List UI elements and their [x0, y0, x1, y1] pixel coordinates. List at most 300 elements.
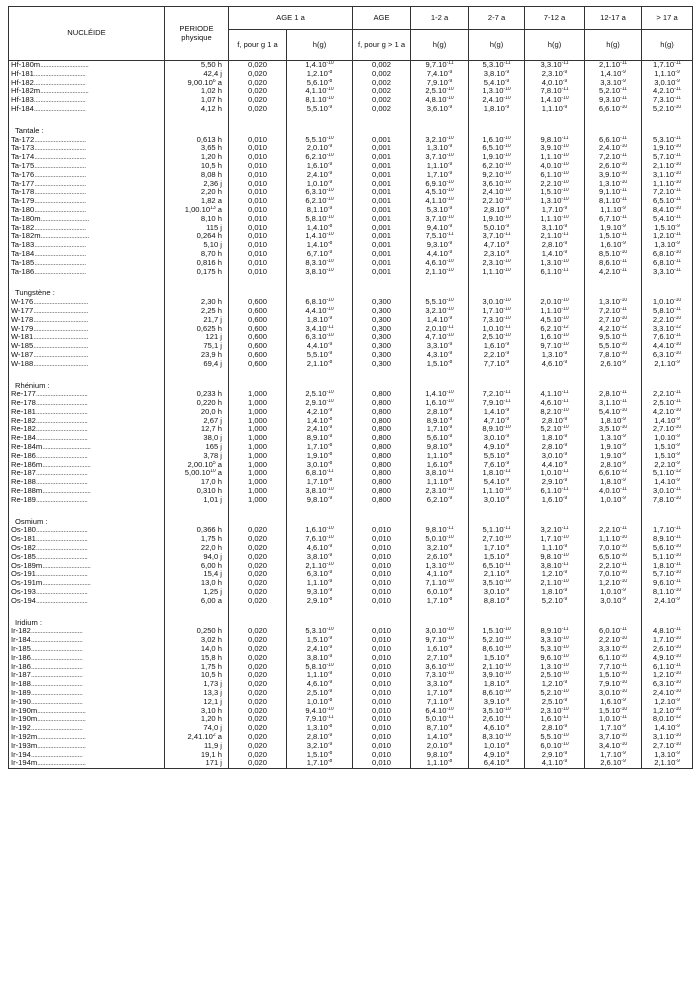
f-infant: 0,010 [229, 197, 287, 206]
nuclide-label: Ta-180 [11, 205, 35, 214]
h-age-2-7: $2,5.10^{-10}$ [469, 333, 525, 342]
nuclide-label: W-178 [11, 315, 34, 324]
f-infant: 0,020 [229, 671, 287, 680]
f-older: 0,300 [353, 307, 411, 316]
h-age-17: $3,1.10^{-10}$ [642, 171, 693, 180]
table-row [9, 597, 693, 606]
h-age-2-7: $2,4.10^{-10}$ [469, 96, 525, 105]
header-f-infant: f, pour g 1 a [229, 30, 287, 61]
h-age-7-12: $5,2.10^{-10}$ [525, 689, 585, 698]
group-spacer [9, 369, 693, 379]
f-older: 0,001 [353, 162, 411, 171]
nuclide-label: Ta-179 [11, 197, 35, 206]
h-age-2-7: $5,2.10^{-10}$ [469, 636, 525, 645]
nuclide-label: Os-194 [11, 596, 36, 605]
half-life: 94,0 j [165, 553, 229, 562]
f-infant: 0,010 [229, 215, 287, 224]
table-row [9, 654, 693, 663]
table-row [9, 715, 693, 724]
nuclide-name [9, 553, 165, 562]
header-age-1-2: 1-2 a [411, 7, 469, 30]
f-older: 0,300 [353, 316, 411, 325]
h-infant: $5,5.10^{-9}$ [287, 105, 353, 114]
h-age-7-12: $2,0.10^{-10}$ [525, 298, 585, 307]
leader-dots: ................................ [34, 223, 86, 232]
h-age-17: $8,1.10^{-10}$ [642, 588, 693, 597]
leader-dots: ................................ [33, 104, 86, 113]
f-infant: 0,020 [229, 579, 287, 588]
leader-dots: ................................ [35, 434, 88, 443]
h-age-12-17: $1,3.10^{-10}$ [585, 298, 642, 307]
half-life: 0,220 h [165, 399, 229, 408]
f-older: 0,001 [353, 153, 411, 162]
h-age-1-2: $7,1.10^{-9}$ [411, 698, 469, 707]
h-age-1-2: $2,1.10^{-10}$ [411, 268, 469, 277]
h-infant: $8,3.10^{-10}$ [287, 259, 353, 268]
leader-dots: ................................ [35, 495, 88, 504]
h-age-12-17: $1,3.10^{-9}$ [585, 434, 642, 443]
h-age-2-7: $2,1.10^{-9}$ [469, 570, 525, 579]
h-age-7-12: $4,0.10^{-10}$ [525, 162, 585, 171]
element-group-title [9, 286, 693, 298]
h-infant: $6,7.10^{-9}$ [287, 250, 353, 259]
table-row [9, 241, 693, 250]
h-age-1-2: $1,7.10^{-8}$ [411, 597, 469, 606]
table-row [9, 588, 693, 597]
nuclide-name [9, 171, 165, 180]
h-age-2-7: $1,5.10^{-9}$ [469, 654, 525, 663]
h-age-12-17: $8,1.10^{-11}$ [585, 197, 642, 206]
leader-dots: ................................ [35, 399, 88, 408]
h-age-2-7: $8,6.10^{-10}$ [469, 645, 525, 654]
h-infant: $1,7.10^{-8}$ [287, 443, 353, 452]
h-age-12-17: $9,5.10^{-11}$ [585, 333, 642, 342]
leader-dots: .............................. [40, 214, 89, 223]
table-row [9, 180, 693, 189]
table-row [9, 759, 693, 768]
nuclide-name [9, 724, 165, 733]
f-infant: 0,010 [229, 268, 287, 277]
nuclide-name [9, 562, 165, 571]
h-age-1-2: $3,2.10^{-9}$ [411, 544, 469, 553]
f-older: 0,010 [353, 680, 411, 689]
h-age-12-17: $1,2.10^{-10}$ [585, 579, 642, 588]
leader-dots: ................................ [30, 680, 83, 689]
table-row [9, 342, 693, 351]
h-infant: $8,1.10^{-9}$ [287, 206, 353, 215]
h-age-17: $3,0.10^{-11}$ [642, 487, 693, 496]
leader-dots: .............................. [37, 732, 86, 741]
nuclide-name [9, 197, 165, 206]
h-age-1-2: $5,3.10^{-9}$ [411, 206, 469, 215]
h-age-17: $1,5.10^{-9}$ [642, 443, 693, 452]
h-age-1-2: $9,8.10^{-9}$ [411, 443, 469, 452]
f-infant: 0,010 [229, 241, 287, 250]
half-life: 1,20 h [165, 715, 229, 724]
h-age-12-17: $2,8.10^{-11}$ [585, 390, 642, 399]
table-row [9, 153, 693, 162]
h-age-7-12: $5,3.10^{-10}$ [525, 645, 585, 654]
f-older: 0,300 [353, 360, 411, 369]
leader-dots: ................................ [34, 170, 86, 179]
half-life: 1,02 h [165, 87, 229, 96]
nuclide-name [9, 689, 165, 698]
h-age-12-17: $1,8.10^{-9}$ [585, 478, 642, 487]
leader-dots: ................................ [34, 267, 86, 276]
leader-dots: .............................. [40, 232, 89, 241]
half-life: 75,1 j [165, 342, 229, 351]
h-age-17: $5,2.10^{-10}$ [642, 105, 693, 114]
h-age-17: $7,3.10^{-11}$ [642, 96, 693, 105]
leader-dots: ................................ [34, 135, 86, 144]
half-life: 0,625 h [165, 325, 229, 334]
half-life: 17,0 h [165, 478, 229, 487]
nuclide-name [9, 298, 165, 307]
h-infant: $6,3.10^{-9}$ [287, 570, 353, 579]
h-age-17: $5,1.10^{-10}$ [642, 553, 693, 562]
table-row [9, 496, 693, 505]
nuclide-name [9, 663, 165, 672]
nuclide-label: Hf-180m [11, 60, 41, 69]
nuclide-label: Ta-176 [11, 170, 35, 179]
group-spacer [9, 276, 693, 286]
h-age-1-2: $7,1.10^{-10}$ [411, 579, 469, 588]
h-age-1-2: $9,7.10^{-11}$ [411, 61, 469, 70]
leader-dots: ................................ [35, 478, 88, 487]
h-infant: $5,5.10^{-10}$ [287, 136, 353, 145]
nuclide-name [9, 654, 165, 663]
h-age-2-7: $7,3.10^{-10}$ [469, 316, 525, 325]
h-age-12-17: $1,0.10^{-11}$ [585, 715, 642, 724]
f-infant: 0,600 [229, 307, 287, 316]
leader-dots: ................................ [35, 544, 88, 553]
nuclide-label: Ta-177 [11, 179, 35, 188]
h-age-1-2: $5,0.10^{-11}$ [411, 715, 469, 724]
leader-dots: .................................. [33, 306, 88, 315]
h-age-12-17: $5,4.10^{-10}$ [585, 408, 642, 417]
half-life: 2,67 j [165, 417, 229, 426]
h-age-7-12: $2,8.10^{-9}$ [525, 417, 585, 426]
table-row [9, 645, 693, 654]
f-infant: 0,020 [229, 553, 287, 562]
half-life: 171 j [165, 759, 229, 768]
group-title: Iridium : [9, 616, 165, 628]
nuclide-name [9, 325, 165, 334]
f-older: 0,001 [353, 180, 411, 189]
leader-dots: ................................ [34, 205, 86, 214]
half-life: 42,4 j [165, 70, 229, 79]
header-f-older: f, pour g > 1 a [353, 30, 411, 61]
nuclide-label: Re-181 [11, 407, 36, 416]
h-age-1-2: $9,3.10^{-9}$ [411, 241, 469, 250]
h-age-1-2: $2,5.10^{-10}$ [411, 87, 469, 96]
table-row [9, 671, 693, 680]
nuclide-name [9, 180, 165, 189]
h-age-2-7: $1,0.10^{-9}$ [469, 742, 525, 751]
h-age-17: $5,3.10^{-11}$ [642, 136, 693, 145]
leader-dots: .............................. [42, 443, 91, 452]
nuclide-label: Ta-186 [11, 267, 35, 276]
h-age-2-7: $4,9.10^{-9}$ [469, 751, 525, 760]
h-infant: $2,9.10^{-10}$ [287, 399, 353, 408]
f-older: 0,010 [353, 588, 411, 597]
h-age-1-2: $9,8.10^{-9}$ [411, 751, 469, 760]
nuclide-label: Ir-184 [11, 636, 31, 645]
h-age-12-17: $1,8.10^{-9}$ [585, 417, 642, 426]
half-life: 5,00.10$^{10}$ a [165, 469, 229, 478]
h-age-1-2: $1,4.10^{-9}$ [411, 733, 469, 742]
h-age-2-7: $5,1.10^{-11}$ [469, 526, 525, 535]
table-row [9, 136, 693, 145]
table-row [9, 79, 693, 88]
h-age-12-17: $1,4.10^{-9}$ [585, 70, 642, 79]
half-life: 0,264 h [165, 232, 229, 241]
h-infant: $2,8.10^{-9}$ [287, 733, 353, 742]
half-life: 1,20 h [165, 153, 229, 162]
f-infant: 0,600 [229, 342, 287, 351]
nuclide-label: Os-191 [11, 570, 36, 579]
element-group-title [9, 515, 693, 527]
h-age-17: $2,4.10^{-9}$ [642, 597, 693, 606]
h-infant: $1,0.10^{-8}$ [287, 698, 353, 707]
nuclide-label: Ta-174 [11, 153, 35, 162]
half-life: 10,5 h [165, 162, 229, 171]
f-infant: 0,020 [229, 597, 287, 606]
leader-dots: ................................ [35, 469, 88, 478]
nuclide-label: W-176 [11, 298, 34, 307]
half-life: 13,3 j [165, 689, 229, 698]
dose-coefficient-table [8, 6, 693, 769]
h-infant: $6,8.10^{-10}$ [287, 298, 353, 307]
h-age-17: $1,2.10^{-10}$ [642, 671, 693, 680]
leader-dots: .............................. [42, 579, 91, 588]
table-row [9, 325, 693, 334]
h-age-12-17: $2,6.10^{-9}$ [585, 360, 642, 369]
h-infant: $6,3.10^{-10}$ [287, 188, 353, 197]
h-age-12-17: $4,0.10^{-11}$ [585, 487, 642, 496]
f-infant: 0,020 [229, 663, 287, 672]
table-row [9, 87, 693, 96]
half-life: 12,7 h [165, 425, 229, 434]
h-age-7-12: $4,0.10^{-9}$ [525, 79, 585, 88]
half-life: 11,9 j [165, 742, 229, 751]
h-age-17: $1,0.10^{-10}$ [642, 298, 693, 307]
h-age-1-2: $1,6.10^{-10}$ [411, 399, 469, 408]
nuclide-name [9, 408, 165, 417]
h-infant: $1,6.10^{-10}$ [287, 526, 353, 535]
h-age-17: $5,4.10^{-11}$ [642, 215, 693, 224]
h-age-7-12: $6,1.10^{-10}$ [525, 171, 585, 180]
f-older: 0,001 [353, 136, 411, 145]
nuclide-label: Re-177 [11, 390, 36, 399]
f-older: 0,002 [353, 96, 411, 105]
h-infant: $8,9.10^{-9}$ [287, 434, 353, 443]
leader-dots: ................................ [35, 596, 88, 605]
f-infant: 0,600 [229, 360, 287, 369]
h-age-7-12: $2,1.10^{-10}$ [525, 579, 585, 588]
nuclide-name [9, 478, 165, 487]
h-age-2-7: $6,5.10^{-10}$ [469, 144, 525, 153]
leader-dots: .................................. [33, 350, 88, 359]
h-age-17: $5,1.10^{-12}$ [642, 469, 693, 478]
h-age-2-7: $1,6.10^{-9}$ [469, 342, 525, 351]
half-life: 74,0 j [165, 724, 229, 733]
h-age-17: $1,3.10^{-9}$ [642, 751, 693, 760]
f-older: 0,010 [353, 759, 411, 768]
nuclide-name [9, 627, 165, 636]
f-older: 0,300 [353, 342, 411, 351]
h-age-2-7: $5,3.10^{-11}$ [469, 61, 525, 70]
nuclide-label: Hf-184 [11, 104, 34, 113]
f-older: 0,001 [353, 188, 411, 197]
leader-dots: ................................ [30, 697, 83, 706]
h-age-7-12: $8,9.10^{-11}$ [525, 627, 585, 636]
f-older: 0,800 [353, 425, 411, 434]
f-infant: 1,000 [229, 390, 287, 399]
f-older: 0,010 [353, 742, 411, 751]
leader-dots: .............................. [42, 460, 91, 469]
h-age-1-2: $3,7.10^{-10}$ [411, 153, 469, 162]
half-life: 3,02 h [165, 636, 229, 645]
h-age-17: $8,0.10^{-12}$ [642, 715, 693, 724]
half-life: 6,00 a [165, 597, 229, 606]
nuclide-name [9, 570, 165, 579]
f-older: 0,010 [353, 654, 411, 663]
leader-dots: .............................. [42, 487, 91, 496]
h-age-1-2: $3,0.10^{-10}$ [411, 627, 469, 636]
table-row [9, 206, 693, 215]
h-infant: $1,8.10^{-9}$ [287, 316, 353, 325]
group-title: Rhénium : [9, 379, 165, 391]
half-life: 2,20 h [165, 188, 229, 197]
f-infant: 0,020 [229, 570, 287, 579]
nuclide-name [9, 333, 165, 342]
h-infant: $6,8.10^{-11}$ [287, 469, 353, 478]
h-infant: $1,4.10^{-10}$ [287, 61, 353, 70]
f-older: 0,010 [353, 733, 411, 742]
h-age-2-7: $1,6.10^{-10}$ [469, 136, 525, 145]
nuclide-name [9, 232, 165, 241]
table-body [9, 61, 693, 769]
table-row [9, 96, 693, 105]
f-infant: 0,010 [229, 171, 287, 180]
f-infant: 1,000 [229, 452, 287, 461]
table-row [9, 544, 693, 553]
h-infant: $2,4.10^{-9}$ [287, 171, 353, 180]
half-life: 38,0 j [165, 434, 229, 443]
h-age-17: $3,0.10^{-9}$ [642, 79, 693, 88]
h-age-2-7: $1,0.10^{-11}$ [469, 325, 525, 334]
h-age-17: $1,5.10^{-9}$ [642, 452, 693, 461]
leader-dots: ................................ [33, 69, 86, 78]
h-age-12-17: $1,0.10^{-9}$ [585, 496, 642, 505]
f-older: 0,010 [353, 715, 411, 724]
h-age-1-2: $1,3.10^{-9}$ [411, 144, 469, 153]
half-life: 5,10 j [165, 241, 229, 250]
h-infant: $2,9.10^{-8}$ [287, 597, 353, 606]
half-life: 121 j [165, 333, 229, 342]
f-infant: 0,600 [229, 298, 287, 307]
table-row [9, 663, 693, 672]
h-infant: $1,0.10^{-9}$ [287, 180, 353, 189]
h-age-7-12: $1,4.10^{-9}$ [525, 250, 585, 259]
leader-dots: ................................ [34, 144, 86, 153]
h-age-7-12: $1,1.10^{-10}$ [525, 307, 585, 316]
h-age-2-7: $2,2.10^{-9}$ [469, 351, 525, 360]
h-age-1-2: $2,0.10^{-9}$ [411, 742, 469, 751]
h-age-12-17: $1,1.10^{-9}$ [585, 206, 642, 215]
half-life: 22,0 h [165, 544, 229, 553]
h-age-2-7: $3,6.10^{-10}$ [469, 180, 525, 189]
h-age-2-7: $3,8.10^{-9}$ [469, 70, 525, 79]
h-age-12-17: $2,2.10^{-11}$ [585, 526, 642, 535]
h-age-12-17: $3,0.10^{-9}$ [585, 597, 642, 606]
h-infant: $4,1.10^{-10}$ [287, 87, 353, 96]
h-age-17: $2,2.10^{-11}$ [642, 390, 693, 399]
h-age-7-12: $2,8.10^{-9}$ [525, 241, 585, 250]
h-age-12-17: $7,8.10^{-10}$ [585, 351, 642, 360]
h-infant: $3,0.10^{-8}$ [287, 461, 353, 470]
nuclide-label: Re-186m [11, 460, 43, 469]
nuclide-label: Ta-183 [11, 241, 35, 250]
h-age-7-12: $1,6.10^{-9}$ [525, 496, 585, 505]
h-age-1-2: $1,7.10^{-9}$ [411, 689, 469, 698]
table-row [9, 144, 693, 153]
h-age-1-2: $4,1.10^{-10}$ [411, 197, 469, 206]
h-age-17: $1,0.10^{-9}$ [642, 434, 693, 443]
f-older: 0,010 [353, 544, 411, 553]
h-age-12-17: $2,7.10^{-10}$ [585, 316, 642, 325]
h-age-12-17: $7,9.10^{-10}$ [585, 680, 642, 689]
h-age-1-2: $4,8.10^{-10}$ [411, 96, 469, 105]
nuclide-label: Ir-189 [11, 689, 31, 697]
leader-dots: .................................. [33, 298, 88, 307]
h-infant: $9,3.10^{-9}$ [287, 588, 353, 597]
h-age-12-17: $5,2.10^{-11}$ [585, 87, 642, 96]
h-age-17: $4,2.10^{-10}$ [642, 408, 693, 417]
h-age-1-2: $8,7.10^{-9}$ [411, 724, 469, 733]
f-infant: 0,020 [229, 526, 287, 535]
h-age-2-7: $5,5.10^{-9}$ [469, 452, 525, 461]
h-age-7-12: $1,6.10^{-10}$ [525, 333, 585, 342]
h-age-7-12: $1,8.10^{-9}$ [525, 434, 585, 443]
h-infant: $1,6.10^{-9}$ [287, 162, 353, 171]
f-infant: 0,020 [229, 61, 287, 70]
h-infant: $8,1.10^{-10}$ [287, 96, 353, 105]
leader-dots: ................................ [35, 588, 88, 597]
h-age-12-17: $7,2.10^{-11}$ [585, 307, 642, 316]
f-older: 0,800 [353, 443, 411, 452]
nuclide-name [9, 671, 165, 680]
nuclide-name [9, 715, 165, 724]
f-infant: 0,600 [229, 351, 287, 360]
table-row [9, 707, 693, 716]
header-h-1-2: h(g) [411, 30, 469, 61]
h-infant: $1,9.10^{-8}$ [287, 452, 353, 461]
h-age-17: $2,7.10^{-10}$ [642, 425, 693, 434]
nuclide-label: Re-178 [11, 399, 36, 408]
h-age-17: $6,8.10^{-11}$ [642, 259, 693, 268]
h-age-7-12: $1,3.10^{-10}$ [525, 197, 585, 206]
h-infant: $3,8.10^{-9}$ [287, 654, 353, 663]
f-infant: 0,010 [229, 232, 287, 241]
nuclide-name [9, 588, 165, 597]
table-row [9, 526, 693, 535]
nuclide-name [9, 452, 165, 461]
f-infant: 1,000 [229, 399, 287, 408]
h-age-1-2: $6,0.10^{-9}$ [411, 588, 469, 597]
half-life: 3,65 h [165, 144, 229, 153]
